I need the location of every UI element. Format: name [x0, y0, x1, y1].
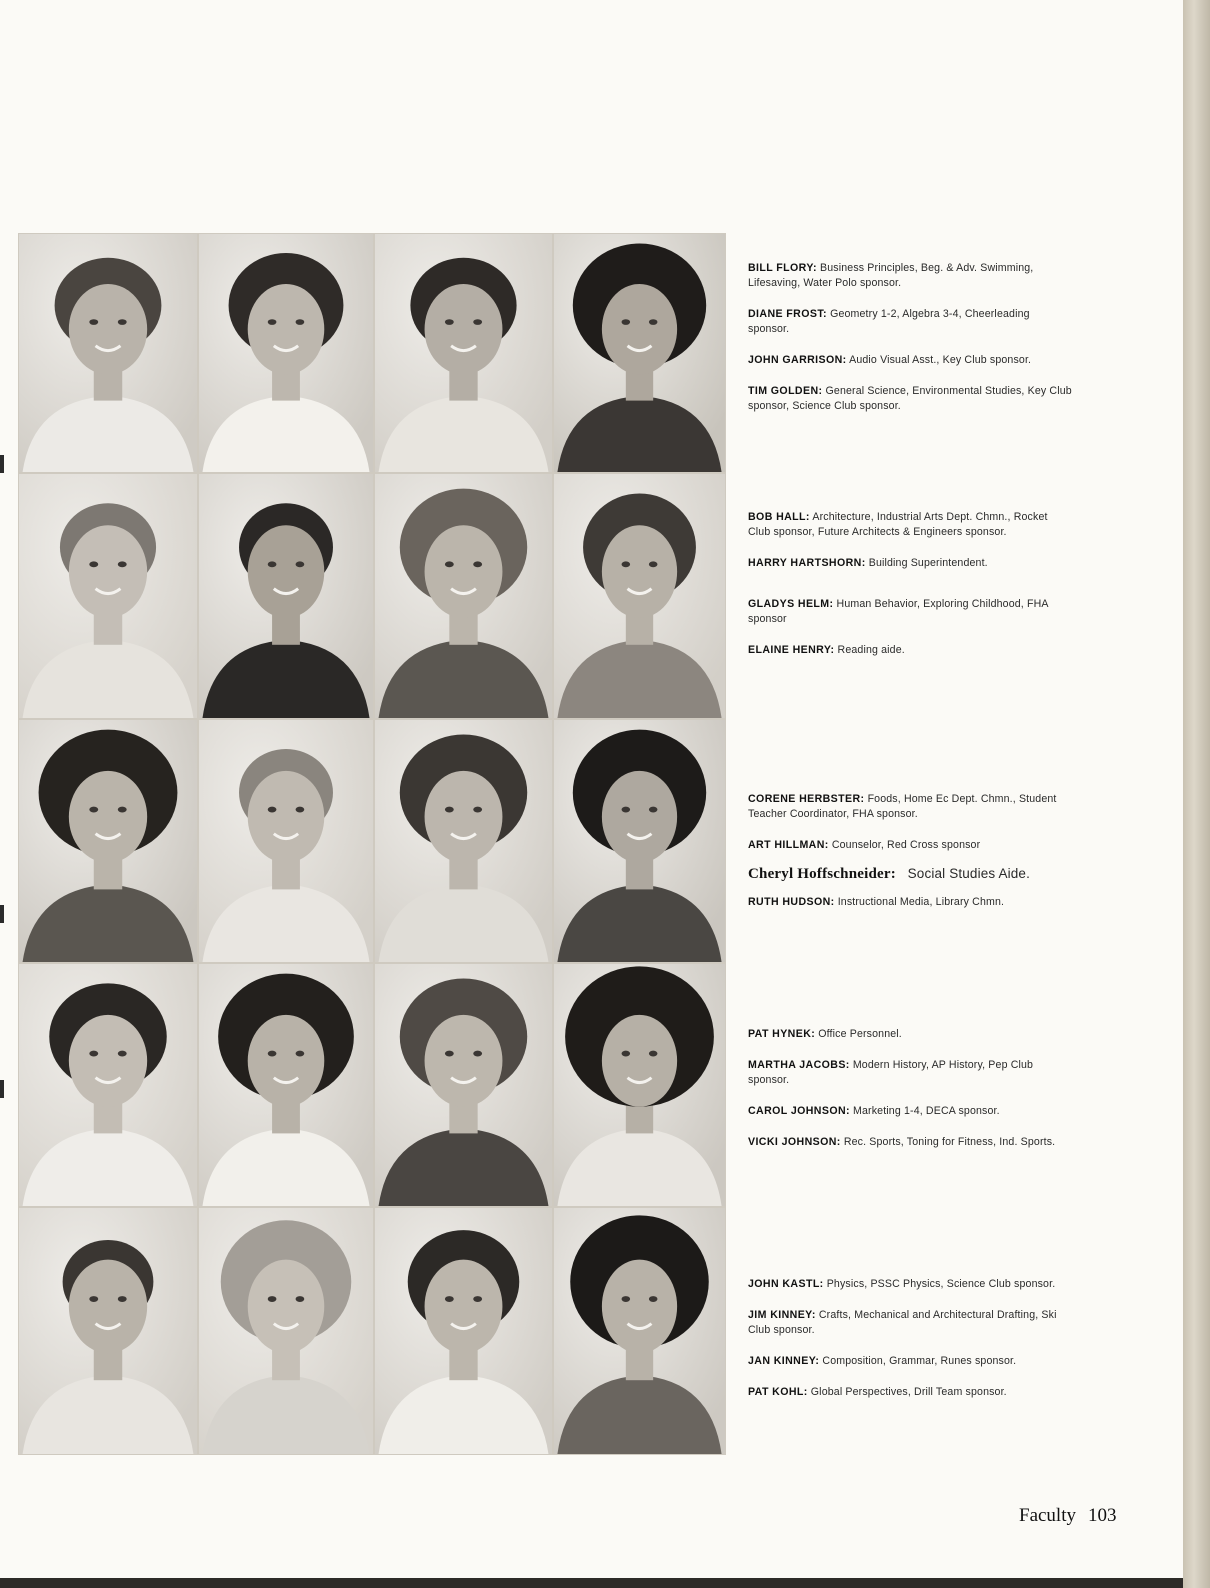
faculty-description: Business Principles, Beg. & Adv. Swimming, Lifesaving, Water Polo sponsor. — [748, 262, 1034, 289]
faculty-portrait-photo — [18, 719, 198, 963]
caption-entry — [748, 1277, 1073, 1292]
caption-entry — [748, 1027, 1073, 1042]
binding-mark — [0, 455, 4, 473]
faculty-description: Modern History, AP History, Pep Club sponsor. — [748, 1059, 1034, 1086]
faculty-name: JIM KINNEY: — [748, 1309, 816, 1321]
faculty-portrait-photo — [18, 1207, 198, 1455]
faculty-name: JAN KINNEY: — [748, 1355, 820, 1367]
caption-entry — [748, 261, 1073, 291]
faculty-name: HARRY HARTSHORN: — [748, 557, 866, 569]
caption-entry — [748, 838, 1073, 853]
faculty-name: CORENE HERBSTER: — [748, 793, 865, 805]
faculty-portrait-photo — [553, 233, 726, 473]
faculty-name: GLADYS HELM: — [748, 598, 834, 610]
faculty-description: Counselor, Red Cross sponsor — [831, 839, 981, 851]
caption-entry — [748, 792, 1073, 822]
faculty-portrait-photo — [198, 233, 374, 473]
faculty-description: Rec. Sports, Toning for Fitness, Ind. Sports. — [843, 1136, 1056, 1148]
faculty-portrait-photo — [198, 1207, 374, 1455]
caption-entry — [748, 307, 1073, 337]
caption-entry — [748, 1385, 1073, 1400]
faculty-description: Global Perspectives, Drill Team sponsor. — [810, 1386, 1007, 1398]
faculty-portrait-photo — [198, 473, 374, 719]
faculty-name: ART HILLMAN: — [748, 839, 829, 851]
caption-entry — [748, 597, 1073, 627]
faculty-portrait-photo — [553, 719, 726, 963]
faculty-portrait-photo — [374, 473, 553, 719]
faculty-description: Building Superintendent. — [868, 557, 988, 569]
faculty-description: Audio Visual Asst., Key Club sponsor. — [849, 354, 1032, 366]
faculty-name: BOB HALL: — [748, 511, 810, 523]
faculty-name: CAROL JOHNSON: — [748, 1105, 850, 1117]
faculty-portrait-photo — [553, 963, 726, 1207]
caption-group-4 — [748, 1027, 1073, 1166]
faculty-description: Instructional Media, Library Chmn. — [837, 896, 1005, 908]
caption-entry — [748, 895, 1073, 910]
caption-entry — [748, 1354, 1073, 1369]
faculty-name: PAT KOHL: — [748, 1386, 808, 1398]
faculty-name: PAT HYNEK: — [748, 1028, 816, 1040]
faculty-name: TIM GOLDEN: — [748, 385, 823, 397]
faculty-name: VICKI JOHNSON: — [748, 1136, 841, 1148]
faculty-portrait-photo — [374, 233, 553, 473]
faculty-portrait-photo — [198, 963, 374, 1207]
caption-entry — [748, 353, 1073, 368]
caption-entry — [748, 510, 1073, 540]
caption-entry — [748, 1308, 1073, 1338]
faculty-description: Composition, Grammar, Runes sponsor. — [822, 1355, 1017, 1367]
faculty-description: Geometry 1-2, Algebra 3-4, Cheerleading sponsor. — [748, 308, 1030, 335]
page-footer — [1019, 1505, 1117, 1527]
faculty-name: DIANE FROST: — [748, 308, 827, 320]
faculty-portrait-photo — [18, 473, 198, 719]
faculty-name: JOHN KASTL: — [748, 1278, 824, 1290]
portrait-grid — [18, 233, 734, 1471]
caption-group-1 — [748, 261, 1073, 430]
caption-group-3 — [748, 792, 1073, 926]
faculty-name: JOHN GARRISON: — [748, 354, 847, 366]
caption-entry — [748, 1058, 1073, 1088]
faculty-description: Human Behavior, Exploring Childhood, FHA sponsor — [748, 598, 1049, 625]
faculty-portrait-photo — [374, 963, 553, 1207]
faculty-portrait-photo — [553, 473, 726, 719]
faculty-description: Marketing 1-4, DECA sponsor. — [853, 1105, 1000, 1117]
faculty-portrait-photo — [553, 1207, 726, 1455]
caption-entry — [748, 556, 1073, 571]
caption-entry — [748, 1104, 1073, 1119]
caption-group-5 — [748, 1277, 1073, 1416]
binding-mark — [0, 905, 4, 923]
faculty-name: BILL FLORY: — [748, 262, 817, 274]
page-bottom-edge — [0, 1578, 1183, 1588]
page-number: 103 — [1088, 1505, 1117, 1526]
binding-mark — [0, 1080, 4, 1098]
page-edge — [1183, 0, 1210, 1588]
faculty-name: RUTH HUDSON: — [748, 896, 835, 908]
faculty-description: General Science, Environmental Studies, Key Club sponsor, Science Club sponsor. — [748, 385, 1072, 412]
faculty-description: Office Personnel. — [818, 1028, 902, 1040]
caption-entry — [748, 865, 1073, 883]
faculty-description: Reading aide. — [837, 644, 905, 656]
faculty-portrait-photo — [18, 963, 198, 1207]
caption-entry — [748, 384, 1073, 414]
faculty-description: Architecture, Industrial Arts Dept. Chmn., Rocket Club sponsor, Future Architects & Engineers sponsor. — [748, 511, 1048, 538]
faculty-portrait-photo — [374, 1207, 553, 1455]
faculty-description: Crafts, Mechanical and Architectural Drafting, Ski Club sponsor. — [748, 1309, 1057, 1336]
faculty-description: Physics, PSSC Physics, Science Club sponsor. — [826, 1278, 1056, 1290]
caption-entry — [748, 1135, 1073, 1150]
faculty-portrait-photo — [374, 719, 553, 963]
faculty-name: MARTHA JACOBS: — [748, 1059, 850, 1071]
faculty-description: Social Studies Aide. — [907, 866, 1030, 881]
faculty-portrait-photo — [198, 719, 374, 963]
faculty-description: Foods, Home Ec Dept. Chmn., Student Teacher Coordinator, FHA sponsor. — [748, 793, 1057, 820]
faculty-name: Cheryl Hoffschneider: — [748, 866, 896, 882]
faculty-name: ELAINE HENRY: — [748, 644, 835, 656]
caption-group-2 — [748, 510, 1073, 674]
faculty-portrait-photo — [18, 233, 198, 473]
section-title: Faculty — [1019, 1505, 1076, 1526]
caption-entry — [748, 643, 1073, 658]
